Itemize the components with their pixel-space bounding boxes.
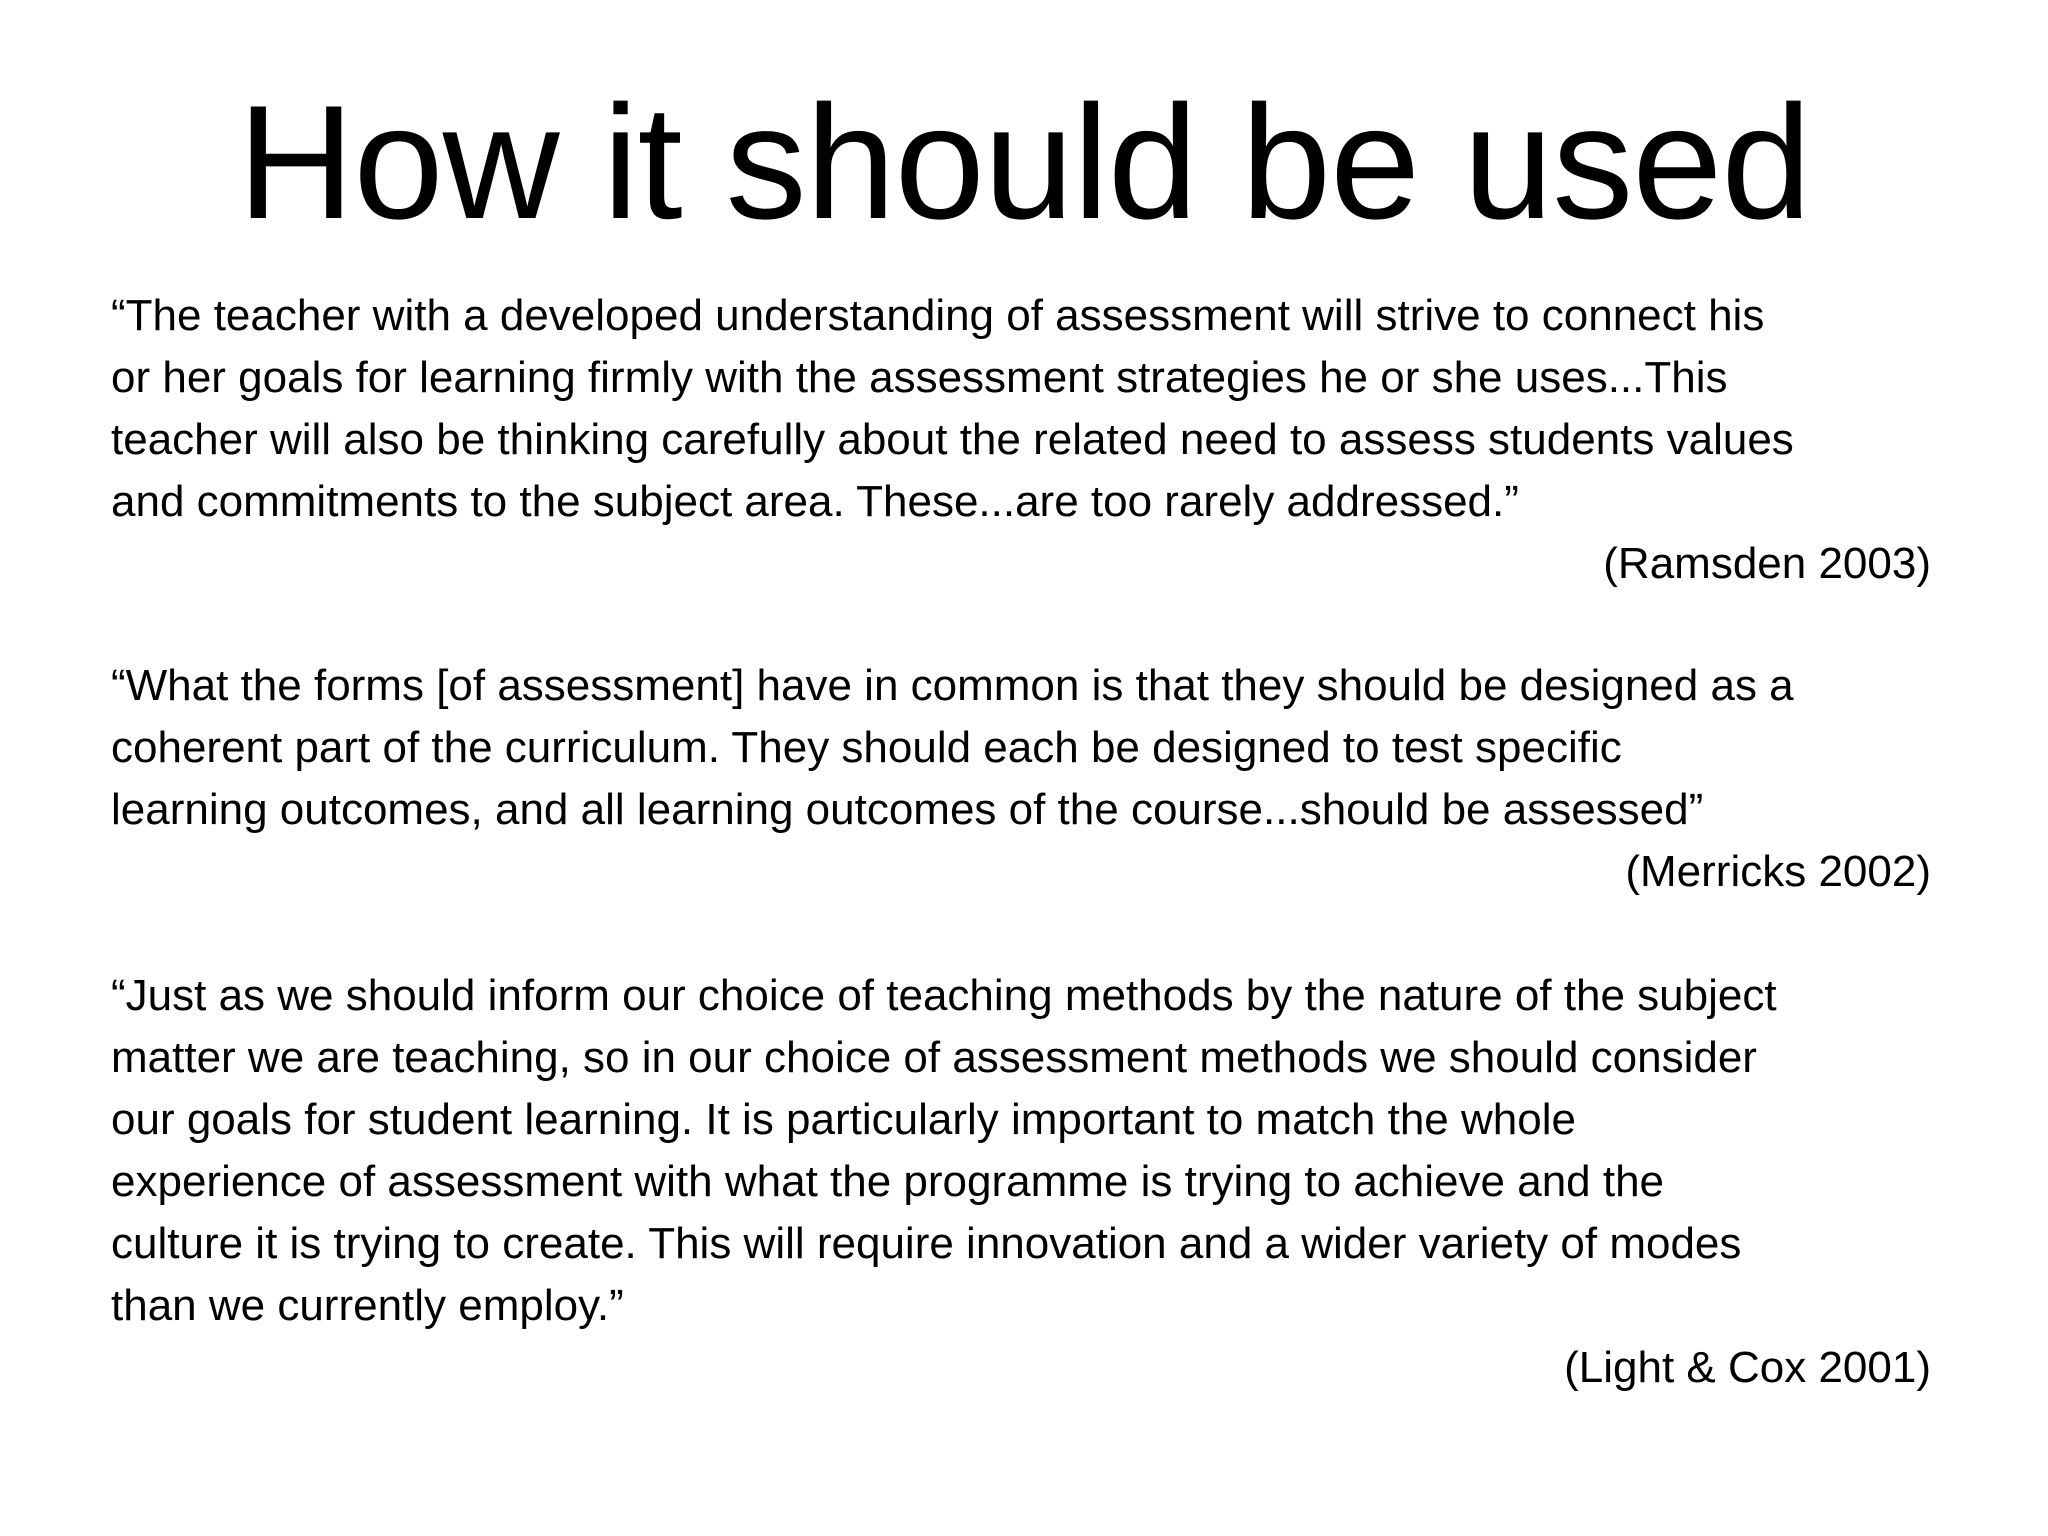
- quote-block-light-cox: [111, 965, 1931, 1399]
- quote-text: “What the forms [of assessment] have in common is that they should be designed as a coherent part of the curriculum. They should each be designed to test specific learning outcomes, and all learning outcomes of the course...should be assessed”: [111, 661, 1794, 834]
- quote-citation: (Merricks 2002): [1625, 847, 1931, 896]
- quote-text: “Just as we should inform our choice of teaching methods by the nature of the subject matter we are teaching, so in our choice of assessment methods we should consider our goals for student learning. It is particularly important to match the whole experience of assessment with what the programme is trying to achieve and the culture it is trying to create. This will require innovation and a wider variety of modes than we currently employ.”: [111, 971, 1777, 1330]
- quote-text: “The teacher with a developed understanding of assessment will strive to connect his or her goals for learning firmly with the assessment strategies he or she uses...This teacher will also be thinking carefully about the related need to assess students values and commitments to the subject area. These...are too rarely addressed.”: [111, 291, 1794, 526]
- quote-block-merricks: [111, 655, 1931, 903]
- quote-citation: (Light & Cox 2001): [1564, 1343, 1931, 1392]
- quote-block-ramsden: [111, 285, 1931, 595]
- quote-citation: (Ramsden 2003): [1603, 539, 1931, 588]
- slide-title: How it should be used: [237, 72, 1811, 253]
